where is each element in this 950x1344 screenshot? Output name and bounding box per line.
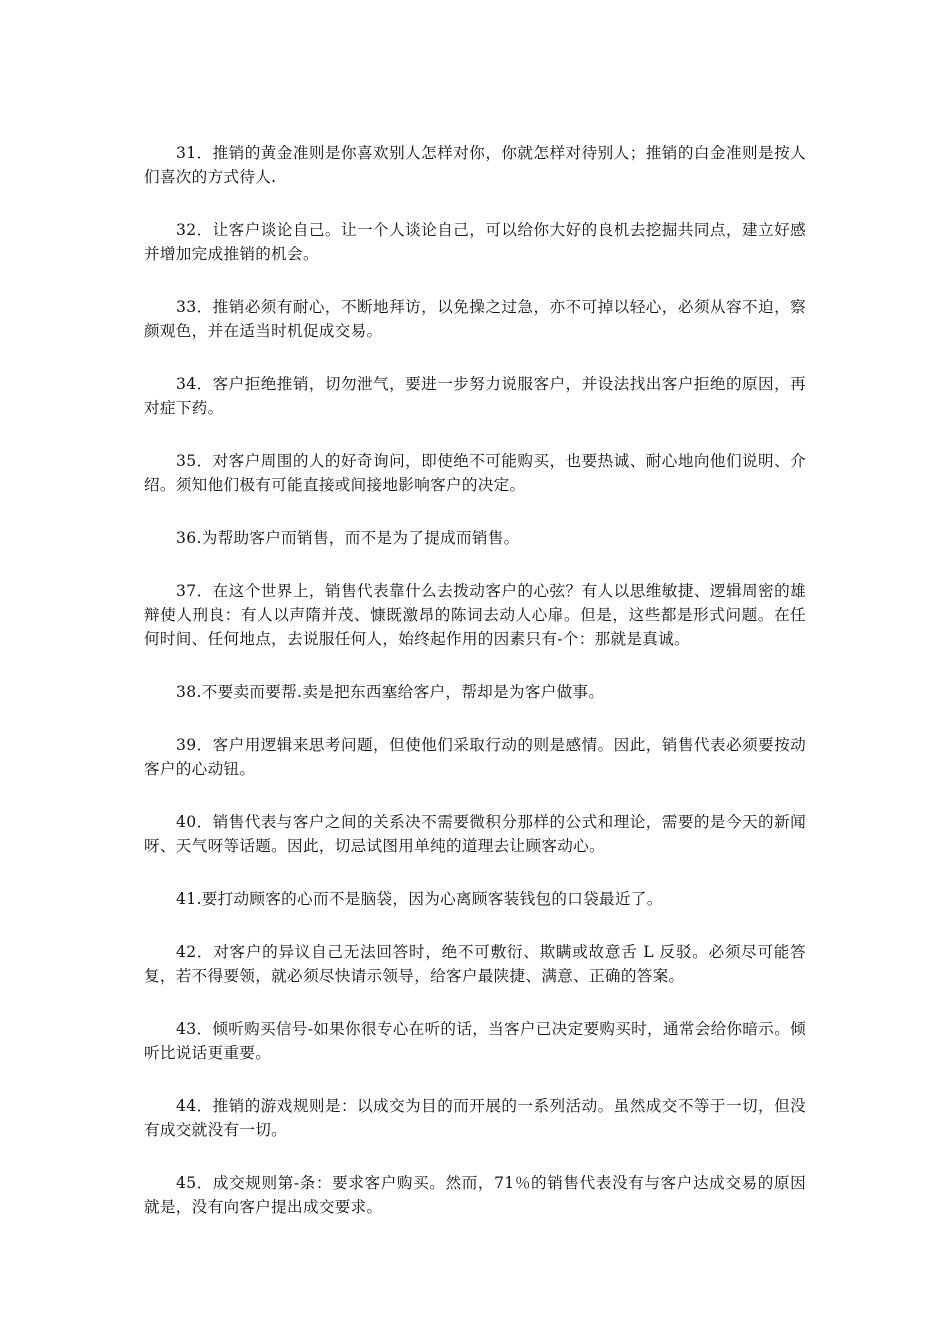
paragraph-32: 32．让客户谈论自己。让一个人谈论自己，可以给你大好的良机去挖掘共同点，建立好感并增加完成推销的机会。: [144, 221, 806, 263]
paragraph-39: 39．客户用逻辑来思考问题，但使他们采取行动的则是感情。因此，销售代表必须要按动客户的心动钮。: [144, 736, 806, 778]
paragraph-35: 35．对客户周围的人的好奇询问，即使绝不可能购买，也要热诚、耐心地向他们说明、介绍。须知他们极有可能直接或间接地影响客户的决定。: [144, 452, 806, 494]
paragraph-38: 38.不要卖而要帮.卖是把东西塞给客户，帮却是为客户做事。: [176, 683, 605, 701]
paragraph-36: 36.为帮助客户而销售，而不是为了提成而销售。: [176, 529, 520, 547]
paragraph-37: 37．在这个世界上，销售代表靠什么去拨动客户的心弦？有人以思维敏捷、逻辑周密的雄辩使人刑良：有人以声隋并茂、慷既激昂的陈词去动人心扉。但是，这些都是形式问题。在任何时间、任何地点，去说服任何人，始终起作用的因素只有-个：那就是真诚。: [144, 582, 806, 648]
paragraph-31: 31．推销的黄金准则是你喜欢别人怎样对你，你就怎样对待别人；推销的白金准则是按人们喜次的方式待人.: [144, 144, 806, 186]
paragraph-45: 45．成交规则第-条：要求客户购买。然而，71％的销售代表没有与客户达成交易的原因就是，没有向客户提出成交要求。: [144, 1174, 806, 1216]
paragraph-43: 43．倾听购买信号-如果你很专心在听的话，当客户已决定要购买时，通常会给你暗示。倾听比说话更重要。: [144, 1020, 806, 1062]
paragraph-40: 40．销售代表与客户之间的关系决不需要微积分那样的公式和理论，需要的是今天的新闻呀、天气呀等话题。因此，切忌试图用单纯的道理去让顾客动心。: [144, 813, 806, 855]
paragraph-44: 44．推销的游戏规则是：以成交为目的而开展的一系列活动。虽然成交不等于一切，但没有成交就没有一切。: [144, 1097, 806, 1139]
document-body: [144, 141, 806, 1248]
paragraph-34: 34．客户拒绝推销，切勿泄气，要进一步努力说服客户，并设法找出客户拒绝的原因，再对症下药。: [144, 375, 806, 417]
paragraph-42: 42．对客户的异议自己无法回答时，绝不可敷衍、欺瞒或故意舌 L 反驳。必须尽可能答复，若不得要领，就必须尽快请示领导，给客户最陕捷、满意、正确的答案。: [144, 943, 806, 985]
paragraph-41: 41.要打动顾客的心而不是脑袋，因为心离顾客装钱包的口袋最近了。: [176, 890, 663, 908]
paragraph-33: 33．推销必须有耐心，不断地拜访，以免操之过急，亦不可掉以轻心，必须从容不迫，察颜观色，并在适当时机促成交易。: [144, 298, 806, 340]
